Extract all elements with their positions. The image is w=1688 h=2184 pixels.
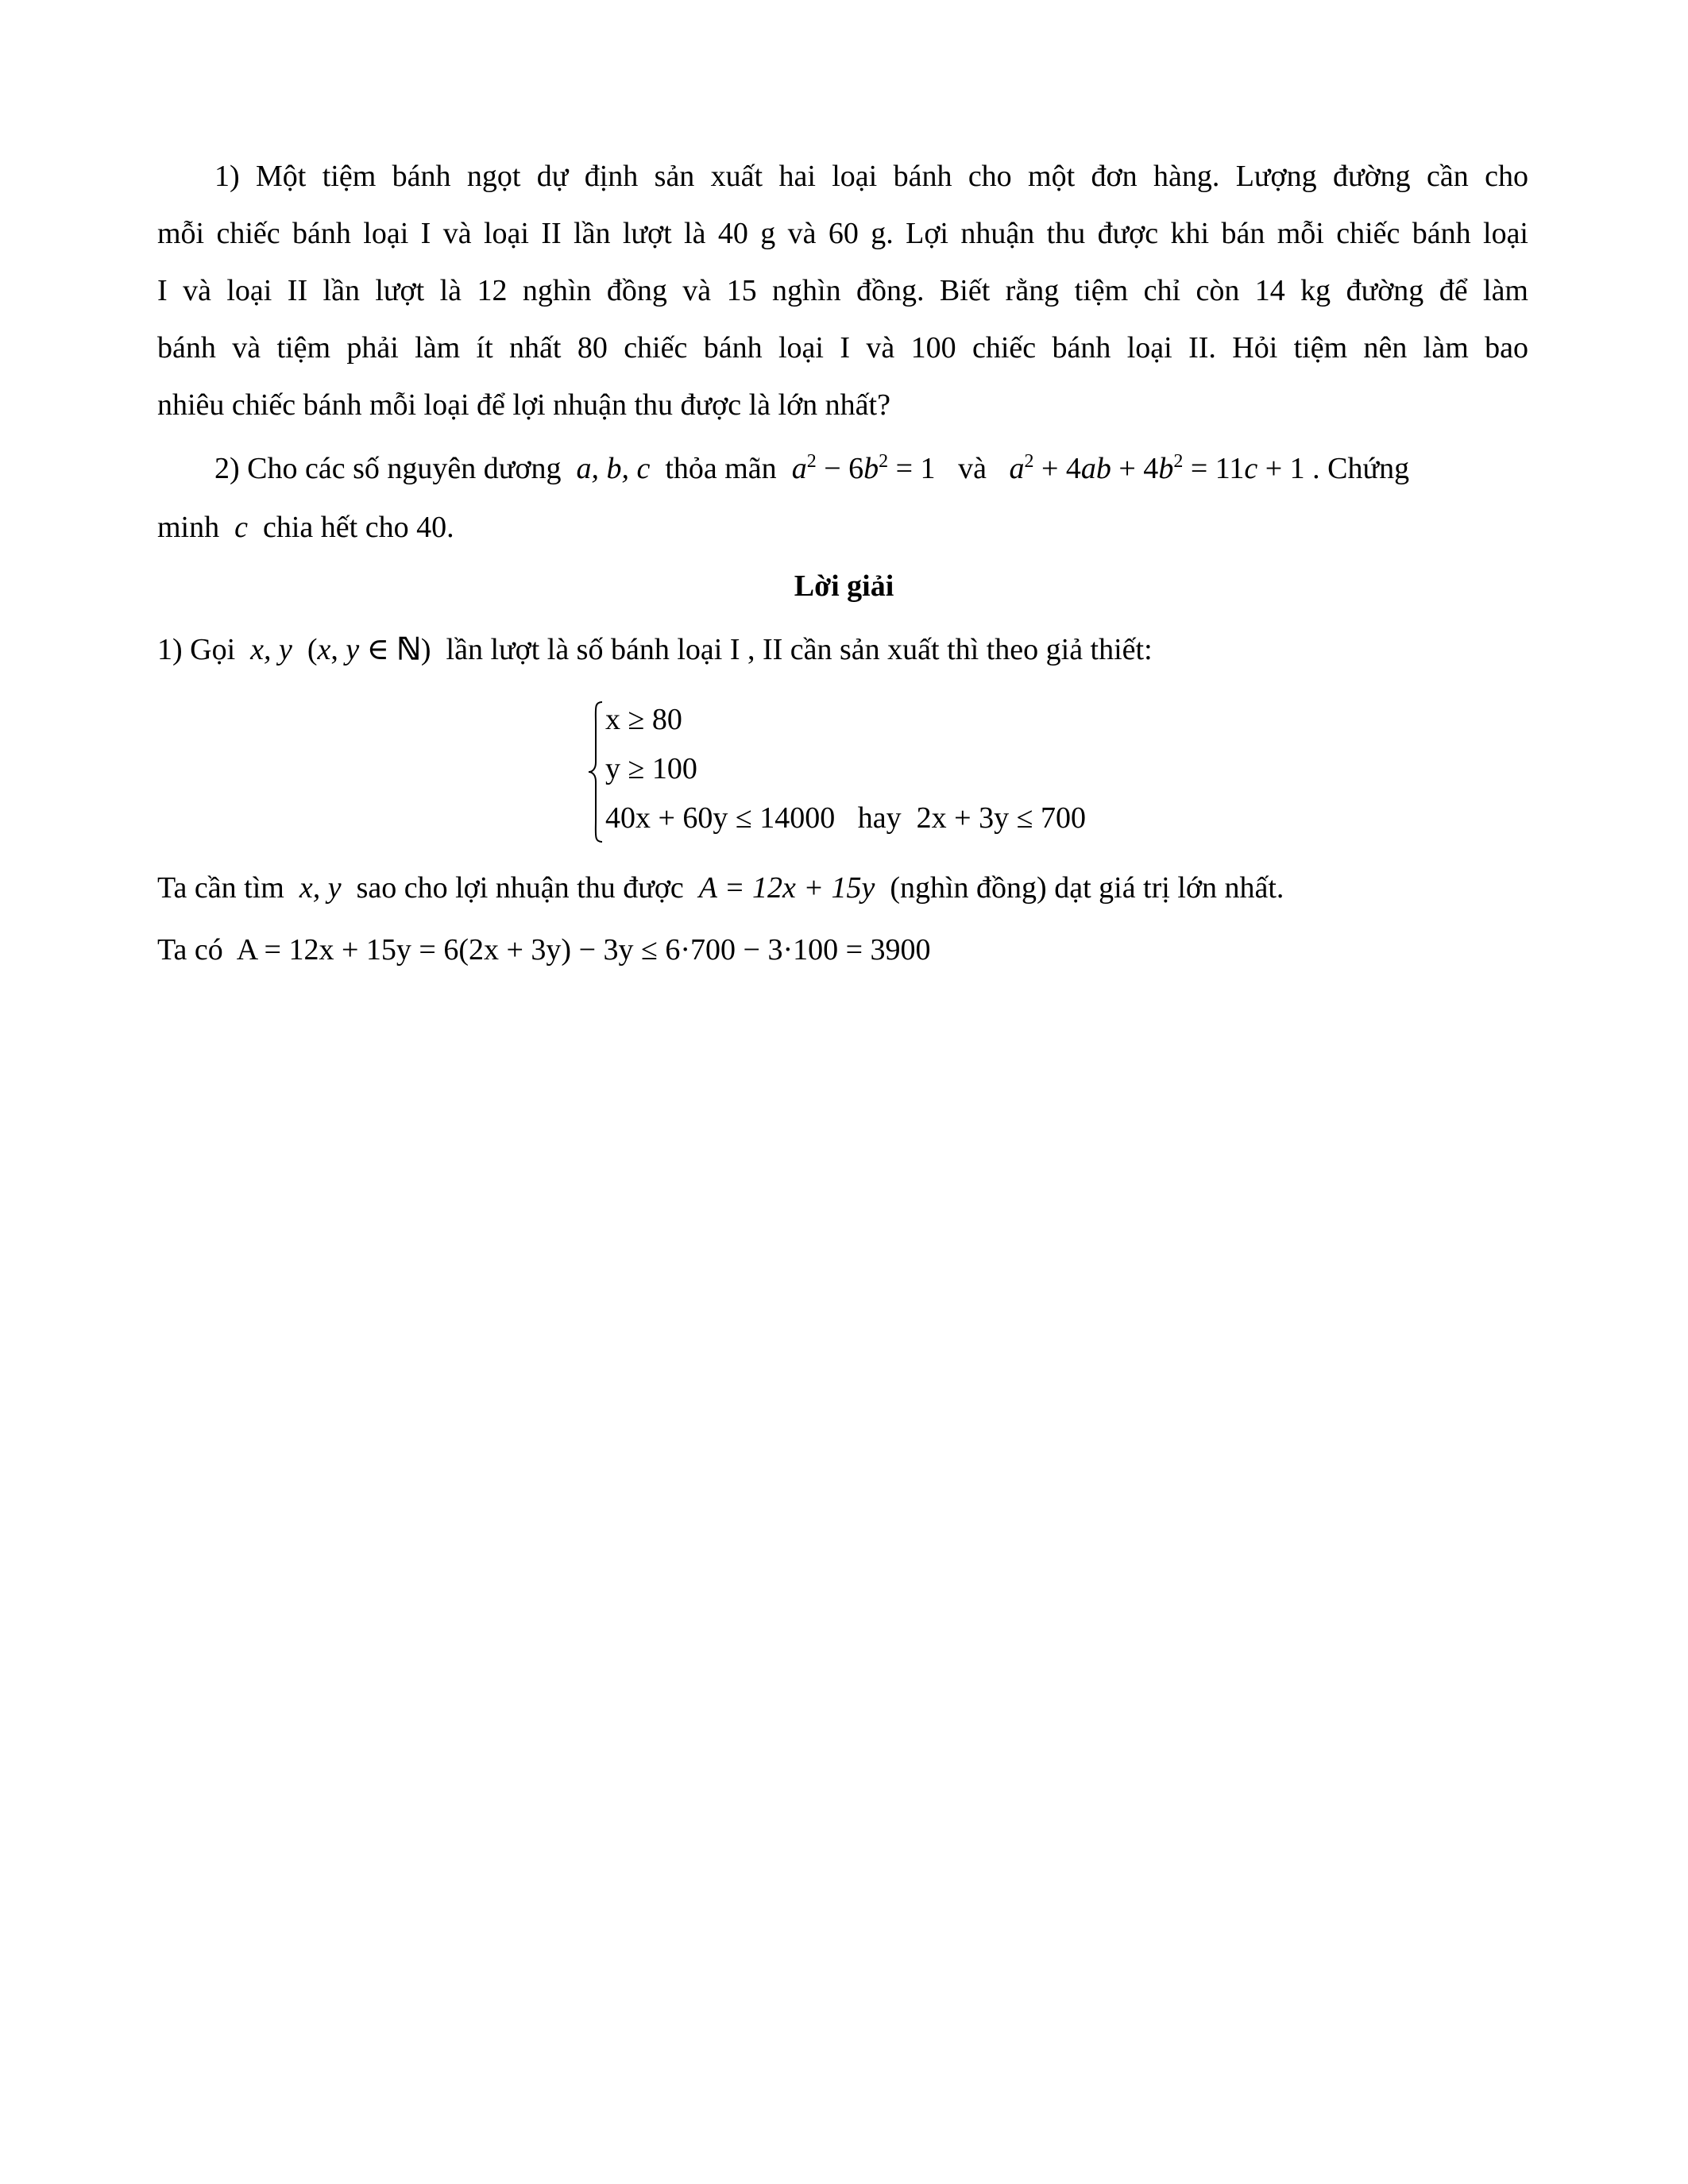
problem1-line2: mỗi chiếc bánh loại I và loại II lần lượt là 40 g và 60 g. Lợi nhuận thu được khi bán mỗi chiếc bánh loại: [157, 217, 1528, 250]
problem1-line1: 1) Một tiệm bánh ngọt dự định sản xuất hai loại bánh cho một đơn hàng. Lượng đường cần cho: [214, 160, 1528, 193]
problem2-line1: 2) Cho các số nguyên dương a, b, c thỏa mãn $a^2 - 6b^2 = 1$ và $a^2 + 4ab + 4b^2 = 11c + 1$ . Chứng: [214, 451, 1410, 485]
inequality-line: Ta có A = 12x + 15y = 6(2x + 3y) − 3y ≤ 6·700 − 3·100 = 3900: [157, 933, 931, 967]
problem2-line2: minh c chia hết cho 40.: [157, 511, 454, 544]
profit-inequality: A = 12x + 15y = 6(2x + 3y) − 3y ≤ 6·700 − 3·100 = 3900: [236, 933, 931, 967]
system-line1: x ≥ 80: [605, 703, 682, 736]
problem1-line5: nhiêu chiếc bánh mỗi loại để lợi nhuận thu được là lớn nhất?: [157, 388, 890, 422]
problem1-line3: I và loại II lần lượt là 12 nghìn đồng và 15 nghìn đồng. Biết rằng tiệm chỉ còn 14 kg đường để làm: [157, 274, 1528, 307]
problem1-line4: bánh và tiệm phải làm ít nhất 80 chiếc bánh loại I và 100 chiếc bánh loại II. Hỏi tiệm nên làm bao: [157, 331, 1528, 365]
system-line2: y ≥ 100: [605, 752, 697, 785]
objective-line: Ta cần tìm x, y sao cho lợi nhuận thu được A = 12x + 15y (nghìn đồng) dạt giá trị lớn nhất.: [157, 871, 1284, 905]
system-line3: 40x + 60y ≤ 14000 hay 2x + 3y ≤ 700: [605, 801, 1086, 835]
domain-condition: (x, y ∈ ℕ): [307, 633, 431, 666]
solution-intro: 1) Gọi x, y (x, y ∈ ℕ) lần lượt là số bánh loại I , II cần sản xuất thì theo giả thiết:: [157, 633, 1153, 666]
solution-title: Lời giải: [794, 569, 894, 603]
profit-formula: A = 12x + 15y: [698, 871, 875, 905]
problem2-vars: a, b, c: [576, 452, 651, 485]
system-brace: [586, 700, 605, 843]
equation-square: $a^2 + 4ab + 4b^2 = 11c + 1$: [1009, 451, 1305, 485]
equation-pell: $a^2 - 6b^2 = 1$: [791, 451, 936, 485]
